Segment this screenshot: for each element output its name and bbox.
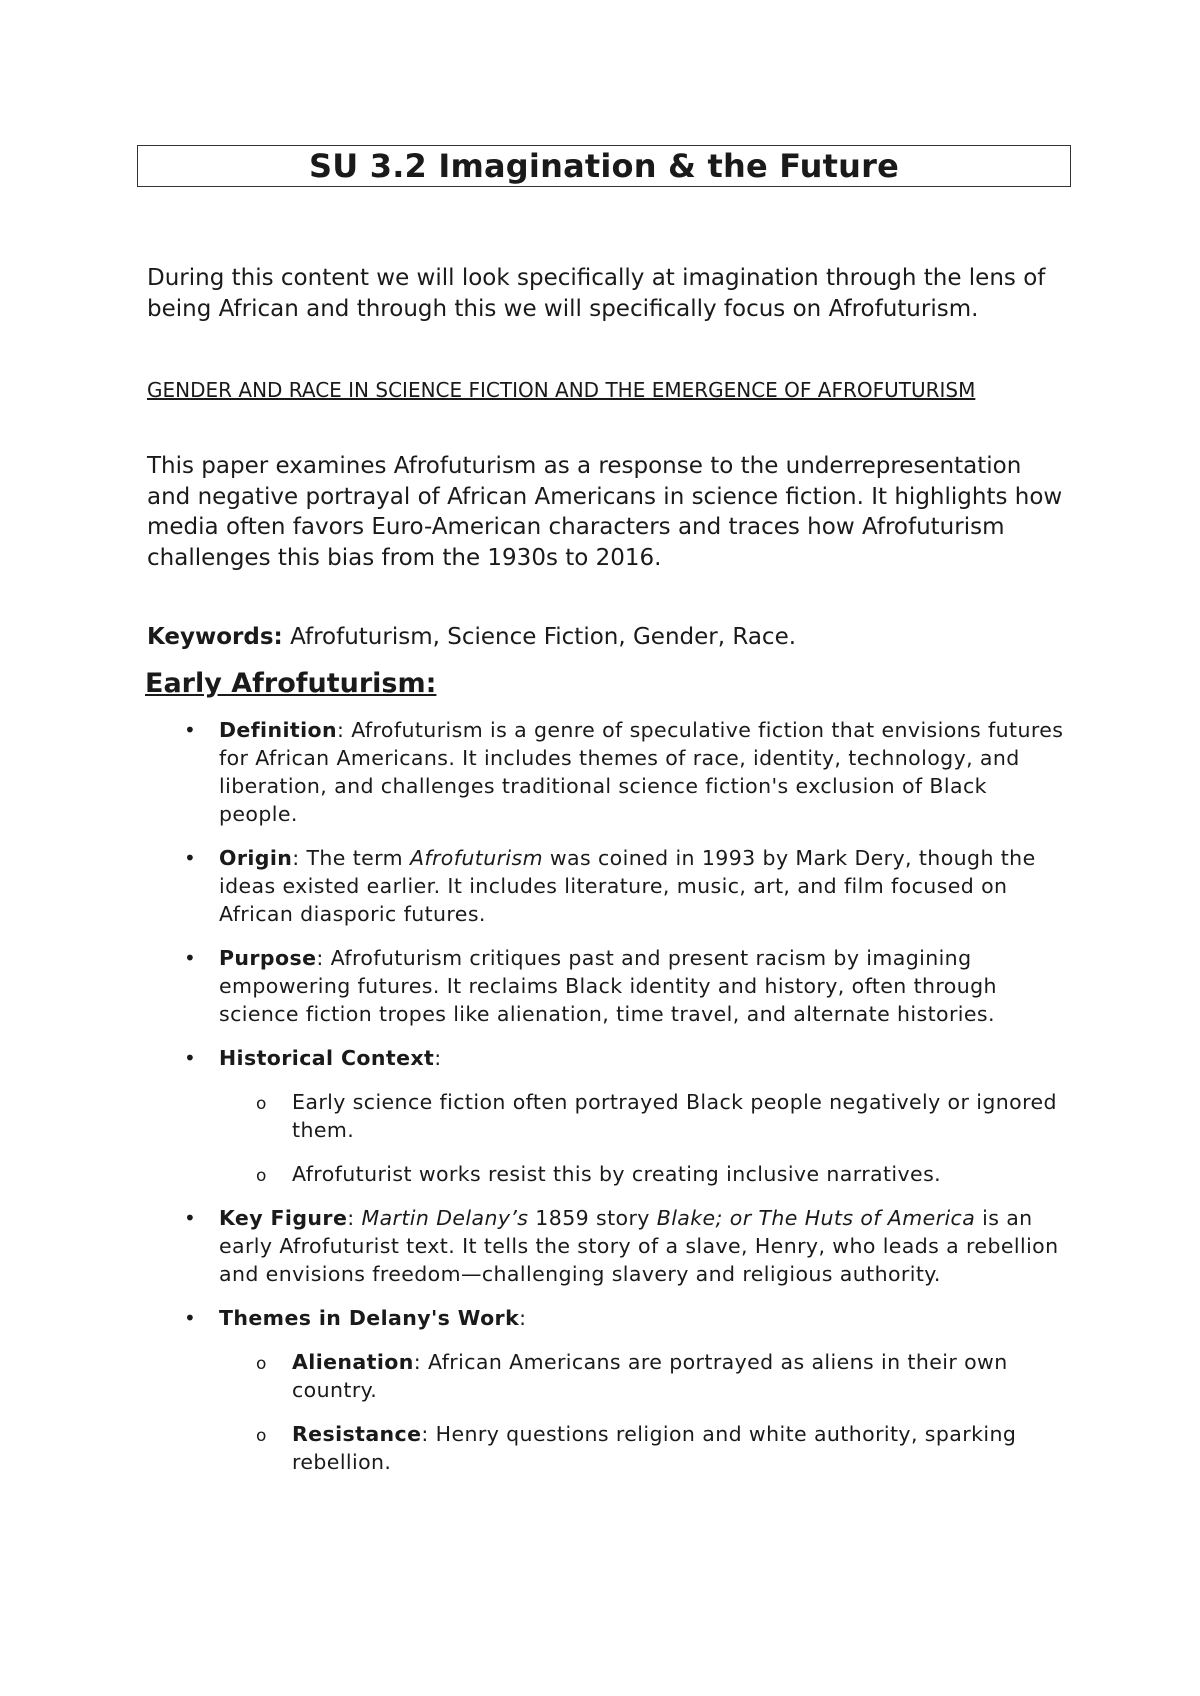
- list-item-purpose: [0, 944, 1064, 1028]
- section-heading: GENDER AND RACE IN SCIENCE FICTION AND THE EMERGENCE OF AFROFUTURISM: [147, 378, 976, 402]
- item-separator: :: [337, 718, 352, 742]
- bullet-icon: •: [184, 846, 197, 870]
- item-label: Origin: [219, 846, 293, 870]
- sub-item-separator: :: [413, 1350, 428, 1374]
- item-label: Historical Context: [219, 1046, 435, 1070]
- item-separator: :: [316, 946, 331, 970]
- item-text: Afrofuturism critiques past and present racism by imagining empowering futures. It reclaims Black identity and history, often through science fiction tropes like alienation, time travel, and alternate histories.: [219, 946, 997, 1026]
- sub-bullet-icon: o: [256, 1166, 267, 1186]
- bullet-icon: •: [184, 718, 197, 742]
- item-text: is an early Afrofuturist text. It tells the story of a slave, Henry, who leads a rebellion and envisions freedom—challenging slavery and religious authority.: [219, 1206, 1059, 1286]
- list-item-key-figure: [0, 1204, 1064, 1288]
- intro-paragraph: During this content we will look specifically at imagination through the lens of being African and through this we will specifically focus on Afrofuturism.: [147, 265, 1046, 322]
- sub-bullet-icon: o: [256, 1094, 267, 1114]
- page-title: SU 3.2 Imagination & the Future: [308, 147, 900, 185]
- item-label: Definition: [219, 718, 337, 742]
- sub-item-text: African Americans are portrayed as aliens in their own country.: [292, 1350, 1008, 1402]
- item-text: Afrofuturism is a genre of speculative fiction that envisions futures for African Americans. It includes themes of race, identity, technology, and liberation, and challenges traditional science fiction's exclusion of Black people.: [219, 718, 1064, 826]
- item-separator: :: [434, 1046, 442, 1070]
- item-italic-term: Afrofuturism: [409, 846, 543, 870]
- abstract-paragraph: This paper examines Afrofuturism as a response to the underrepresentation and negative portrayal of African Americans in science fiction. It highlights how media often favors Euro-American characters and traces how Afrofuturism challenges this bias from the 1930s to 2016.: [147, 453, 1063, 571]
- item-label: Key Figure: [219, 1206, 348, 1230]
- sub-item-label: Resistance: [292, 1422, 422, 1446]
- bullet-icon: •: [184, 1206, 197, 1230]
- list-item-definition: [0, 716, 1064, 828]
- item-separator: :: [519, 1306, 527, 1330]
- keywords-label: Keywords:: [147, 624, 283, 650]
- item-text: was coined in 1993 by Mark Dery, though the ideas existed earlier. It includes literature, music, art, and film focused on African diasporic futures.: [219, 846, 1036, 926]
- keywords-text: Afrofuturism, Science Fiction, Gender, Race.: [282, 624, 797, 650]
- item-separator: :: [347, 1206, 362, 1230]
- item-label: Purpose: [219, 946, 317, 970]
- bullet-icon: •: [184, 1306, 197, 1330]
- list-item-themes: [0, 1304, 1064, 1332]
- sub-item-historical-2: [0, 1160, 1072, 1188]
- sub-item-text: Afrofuturist works resist this by creating inclusive narratives.: [292, 1162, 942, 1186]
- sub-item-alienation: [0, 1348, 1072, 1404]
- sub-item-historical-1: [0, 1088, 1072, 1144]
- sub-item-text: Early science fiction often portrayed Black people negatively or ignored them.: [292, 1090, 1057, 1142]
- sub-bullet-icon: o: [256, 1354, 267, 1374]
- item-separator: : The term: [292, 846, 410, 870]
- bullet-list: [0, 716, 1200, 1492]
- bullet-icon: •: [184, 1046, 197, 1070]
- title-box: [137, 145, 1071, 187]
- item-text-mid: 1859 story: [528, 1206, 657, 1230]
- list-item-origin: [0, 844, 1064, 928]
- sub-item-resistance: [0, 1420, 1072, 1476]
- sub-item-text: Henry questions religion and white authority, sparking rebellion.: [292, 1422, 1017, 1474]
- item-italic-author: Martin Delany’s: [361, 1206, 529, 1230]
- sub-bullet-icon: o: [256, 1426, 267, 1446]
- list-item-historical-context: [0, 1044, 1064, 1072]
- sub-item-label: Alienation: [292, 1350, 414, 1374]
- item-label: Themes in Delany's Work: [219, 1306, 520, 1330]
- sub-item-separator: :: [421, 1422, 436, 1446]
- early-afrofuturism-heading: Early Afrofuturism:: [145, 668, 437, 699]
- bullet-icon: •: [184, 946, 197, 970]
- item-italic-title: Blake; or The Huts of America: [656, 1206, 976, 1230]
- keywords-line: [147, 622, 1067, 652]
